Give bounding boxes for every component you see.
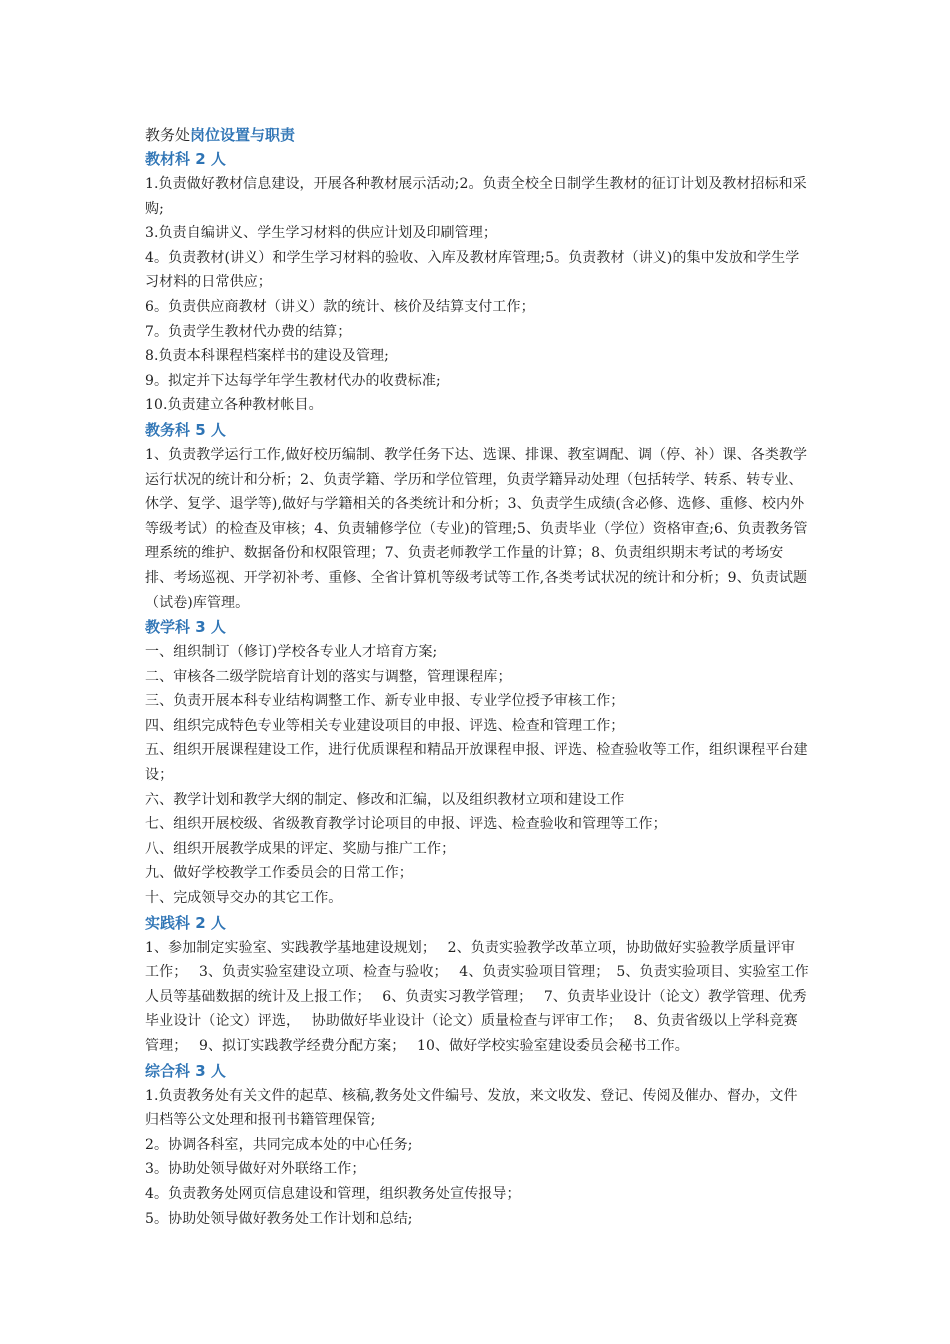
section-paragraph: 9。拟定并下达每学年学生教材代办的收费标准; bbox=[145, 372, 441, 389]
section-paragraph: 1、负责教学运行工作,做好校历编制、教学任务下达、选课、排课、教室调配、调（停、补）课、各类教学运行状况的统计和分析；2、负责学籍、学历和学位管理，负责学籍异动处理（包括转学、转系、转专业、休学、复学、退学等),做好与学籍相关的各类统计和分析；3、负责学生成绩(含必修、选修、重修、校内外等级考试）的检查及审核；4、负责辅修学位（专业)的管理;5、负责毕业（学位）资格审查;6、负责教务管理系统的维护、数据备份和权限管理；7、负责老师教学工作量的计算；8、负责组织期末考试的考场安排、考场巡视、开学初补考、重修、全省计算机等级考试等工作,各类考试状况的统计和分析；9、负责试题（试卷)库管理。 bbox=[145, 446, 808, 611]
section-paragraph: 3.负责自编讲义、学生学习材料的供应计划及印刷管理； bbox=[145, 225, 497, 242]
section-paragraph: 九、做好学校教学工作委员会的日常工作； bbox=[145, 865, 413, 882]
section-heading: 教材科 2 人 bbox=[145, 150, 226, 168]
section-paragraph: 10.负责建立各种教材帐目。 bbox=[145, 397, 323, 414]
section-paragraph: 5。协助处领导做好教务处工作计划和总结; bbox=[145, 1210, 413, 1227]
section-paragraph: 2。协调各科室，共同完成本处的中心任务; bbox=[145, 1136, 413, 1153]
section-paragraph: 一、组织制订（修订)学校各专业人才培育方案; bbox=[145, 644, 438, 661]
title-prefix: 教务处 bbox=[145, 126, 191, 144]
section-paragraph: 8.负责本科课程档案样书的建设及管理; bbox=[145, 348, 389, 365]
document-title bbox=[145, 124, 809, 146]
section-paragraph: 二、审核各二级学院培育计划的落实与调整，管理课程库； bbox=[145, 668, 512, 685]
section-heading: 综合科 3 人 bbox=[145, 1061, 226, 1080]
sections-container bbox=[145, 148, 809, 1231]
section-paragraph: 七、组织开展校级、省级教育教学讨论项目的申报、评选、检查验收和管理等工作； bbox=[145, 816, 667, 833]
section-paragraph: 4。负责教务处网页信息建设和管理，组织教务处宣传报导； bbox=[145, 1185, 521, 1202]
section-paragraph: 4。负责教材(讲义）和学生学习材料的验收、入库及教材库管理;5。负责教材（讲义)的集中发放和学生学习材料的日常供应； bbox=[145, 249, 800, 291]
section-paragraph: 三、负责开展本科专业结构调整工作、新专业申报、专业学位授予审核工作； bbox=[145, 693, 625, 710]
section-heading: 实践科 2 人 bbox=[145, 913, 226, 932]
section-paragraph: 十、完成领导交办的其它工作。 bbox=[145, 890, 343, 907]
section-paragraph: 7。负责学生教材代办费的结算； bbox=[145, 323, 352, 340]
document-body bbox=[145, 124, 809, 1231]
section-paragraph: 1.负责教务处有关文件的起草、核稿,教务处文件编号、发放，来文收发、登记、传阅及催办、督办，文件归档等公文处理和报刊书籍管理保管; bbox=[145, 1087, 798, 1129]
title-accent: 岗位设置与职责 bbox=[190, 126, 296, 144]
section-heading: 教务科 5 人 bbox=[145, 420, 226, 439]
section-paragraph: 1.负责做好教材信息建设，开展各种教材展示活动;2。负责全校全日制学生教材的征订计划及教材招标和采购; bbox=[145, 176, 807, 217]
section-paragraph: 六、教学计划和教学大纲的制定、修改和汇编，以及组织教材立项和建设工作 bbox=[145, 791, 625, 808]
section-paragraph: 五、组织开展课程建设工作，进行优质课程和精品开放课程申报、评选、检查验收等工作，组织课程平台建设； bbox=[145, 742, 808, 784]
section-paragraph: 八、组织开展教学成果的评定、奖励与推广工作； bbox=[145, 840, 456, 857]
section-paragraph: 四、组织完成特色专业等相关专业建设项目的申报、评选、检查和管理工作； bbox=[145, 717, 625, 734]
section-paragraph: 3。协助处领导做好对外联络工作； bbox=[145, 1161, 366, 1178]
section-paragraph: 1、参加制定实验室、实践教学基地建设规划； 2、负责实验教学改革立项，协助做好实验教学质量评审工作； 3、负责实验室建设立项、检查与验收； 4、负责实验项目管理； 5、负责实验项目、实验室工作人员等基础数据的统计及上报工作； 6、负责实习教学管理； 7、负责毕业设计（论文）教学管理、优秀毕业设计（论文）评选， 协助做好毕业设计（论文）质量检查与评审工作； 8、负责省级以上学科竞赛管理； 9、拟订实践教学经费分配方案； 10、做好学校实验室建设委员会秘书工作。 bbox=[145, 939, 809, 1054]
section-paragraph: 6。负责供应商教材（讲义）款的统计、核价及结算支付工作； bbox=[145, 298, 535, 315]
section-heading: 教学科 3 人 bbox=[145, 618, 226, 637]
